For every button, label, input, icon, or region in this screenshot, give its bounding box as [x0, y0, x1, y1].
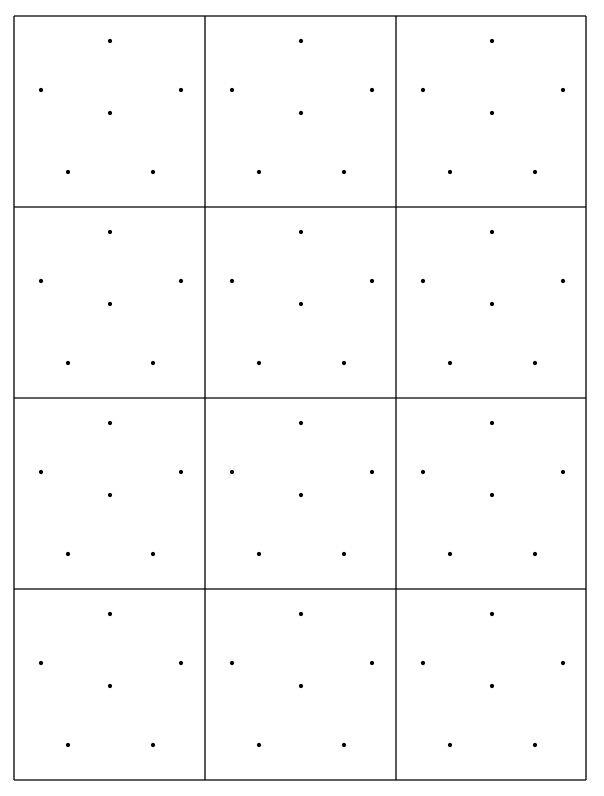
dot-apex: [299, 421, 303, 425]
dot-center: [490, 111, 494, 115]
dot-apex: [108, 39, 112, 43]
dot-bottom-left: [66, 361, 70, 365]
dot-apex: [490, 39, 494, 43]
dot-bottom-right: [151, 361, 155, 365]
dot-left: [39, 279, 43, 283]
dot-apex: [490, 230, 494, 234]
dot-apex: [108, 230, 112, 234]
dot-bottom-right: [342, 552, 346, 556]
dot-right: [370, 88, 374, 92]
dot-center: [108, 302, 112, 306]
dot-right: [179, 470, 183, 474]
dot-center: [490, 684, 494, 688]
dot-bottom-right: [342, 361, 346, 365]
dot-left: [39, 88, 43, 92]
dot-center: [108, 493, 112, 497]
dot-bottom-right: [151, 743, 155, 747]
dot-bottom-left: [448, 743, 452, 747]
dot-bottom-right: [342, 170, 346, 174]
dot-left: [39, 661, 43, 665]
dot-bottom-right: [533, 361, 537, 365]
dot-apex: [299, 612, 303, 616]
dot-bottom-left: [448, 552, 452, 556]
dot-left: [230, 279, 234, 283]
dot-right: [179, 279, 183, 283]
dot-right: [370, 661, 374, 665]
dot-bottom-right: [151, 552, 155, 556]
dot-center: [108, 684, 112, 688]
dot-apex: [490, 612, 494, 616]
dot-left: [39, 470, 43, 474]
dot-right: [370, 279, 374, 283]
dot-right: [179, 661, 183, 665]
dot-bottom-left: [66, 552, 70, 556]
dot-bottom-left: [257, 552, 261, 556]
dot-left: [230, 88, 234, 92]
dot-bottom-right: [533, 552, 537, 556]
dot-apex: [108, 612, 112, 616]
dot-center: [299, 493, 303, 497]
dot-center: [490, 302, 494, 306]
dot-bottom-left: [66, 743, 70, 747]
dot-bottom-right: [533, 743, 537, 747]
dot-bottom-right: [151, 170, 155, 174]
dot-right: [561, 470, 565, 474]
dot-center: [108, 111, 112, 115]
dot-right: [179, 88, 183, 92]
dot-right: [370, 470, 374, 474]
dot-bottom-left: [257, 170, 261, 174]
dot-right: [561, 88, 565, 92]
dot-center: [299, 684, 303, 688]
dot-left: [421, 279, 425, 283]
dot-right: [561, 661, 565, 665]
dot-apex: [299, 230, 303, 234]
dot-center: [299, 302, 303, 306]
dot-left: [421, 88, 425, 92]
dot-apex: [490, 421, 494, 425]
dot-center: [299, 111, 303, 115]
dot-bottom-left: [257, 361, 261, 365]
dot-apex: [108, 421, 112, 425]
dot-center: [490, 493, 494, 497]
dot-right: [561, 279, 565, 283]
dot-apex: [299, 39, 303, 43]
dot-left: [421, 661, 425, 665]
dot-bottom-left: [257, 743, 261, 747]
dot-left: [230, 470, 234, 474]
dot-bottom-left: [448, 170, 452, 174]
dot-bottom-left: [448, 361, 452, 365]
dot-bottom-left: [66, 170, 70, 174]
dot-bottom-right: [533, 170, 537, 174]
dot-bottom-right: [342, 743, 346, 747]
dot-left: [421, 470, 425, 474]
dot-left: [230, 661, 234, 665]
